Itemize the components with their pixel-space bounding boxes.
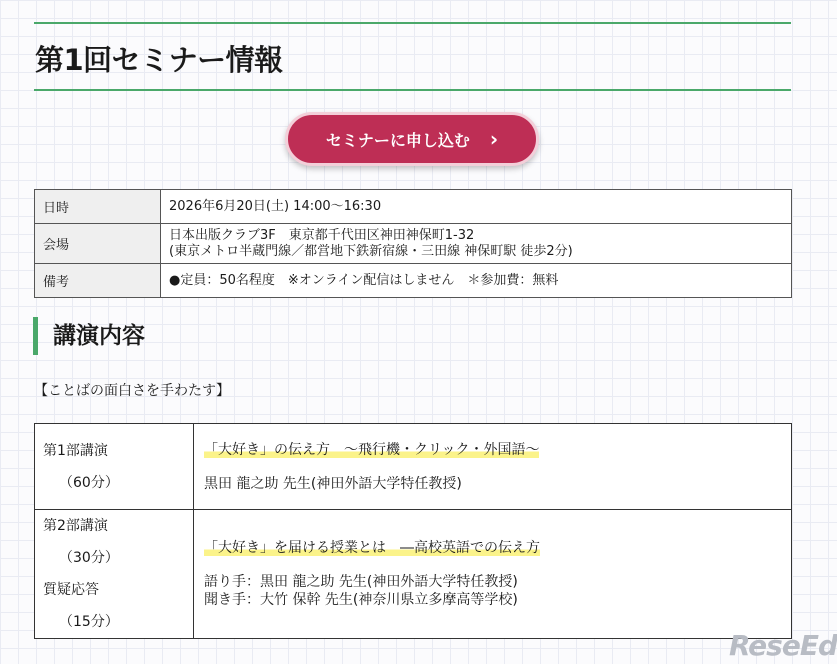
apply-button-label: セミナーに申し込む	[325, 130, 470, 150]
info-value	[161, 190, 792, 224]
chevron-right-icon: ›	[489, 127, 499, 151]
info-row-venue	[35, 224, 792, 264]
section-title: 講演内容	[33, 317, 145, 355]
venue-address: 日本出版クラブ3F 東京都千代田区神田神保町1-32	[169, 227, 475, 243]
page-title: 第1回セミナー情報	[35, 43, 283, 77]
session-name: 第2部講演	[43, 518, 108, 534]
program-row	[35, 510, 792, 639]
talk-title: 「大好き」を届ける授業とは ―高校英語での伝え方	[204, 540, 540, 556]
info-value	[161, 224, 792, 264]
info-label: 日時	[35, 190, 161, 224]
speaker-line: 黒田 龍之助 先生(神田外語大学特任教授)	[204, 475, 462, 492]
apply-seminar-button[interactable]	[285, 112, 539, 166]
program-table	[34, 423, 792, 639]
program-session-label	[35, 424, 194, 510]
watermark-logo: ReseEd	[729, 629, 837, 662]
session-name: 質疑応答	[43, 582, 99, 598]
speaker-line: 語り手：黒田 龍之助 先生(神田外語大学特任教授)	[204, 574, 518, 590]
title-top-rule	[34, 22, 791, 24]
session-duration: （60分）	[59, 474, 119, 491]
program-row	[35, 424, 792, 510]
venue-access: (東京メトロ半蔵門線／都営地下鉄新宿線・三田線 神保町駅 徒歩2分)	[169, 243, 573, 259]
event-info-table	[34, 189, 792, 298]
session-duration: （15分）	[59, 614, 119, 630]
section-subtitle: 【ことばの面白さを手わたす】	[34, 383, 230, 399]
program-session-detail	[194, 510, 792, 639]
datetime-text: 2026年6月20日(土) 14:00～16:30	[169, 198, 382, 214]
talk-title: 「大好き」の伝え方 ～飛行機・クリック・外国語～	[204, 441, 540, 458]
info-label: 備考	[35, 264, 161, 298]
info-row-datetime	[35, 190, 792, 224]
info-label: 会場	[35, 224, 161, 264]
notes-text: ●定員：50名程度 ※オンライン配信はしません ＊参加費：無料	[169, 272, 559, 288]
title-bottom-rule	[34, 89, 791, 91]
session-duration: （30分）	[59, 550, 119, 566]
program-session-label	[35, 510, 194, 639]
speaker-line: 聞き手：大竹 保幹 先生(神奈川県立多摩高等学校)	[204, 592, 518, 608]
info-value	[161, 264, 792, 298]
program-session-detail	[194, 424, 792, 510]
session-name: 第1部講演	[43, 442, 108, 459]
info-row-notes	[35, 264, 792, 298]
